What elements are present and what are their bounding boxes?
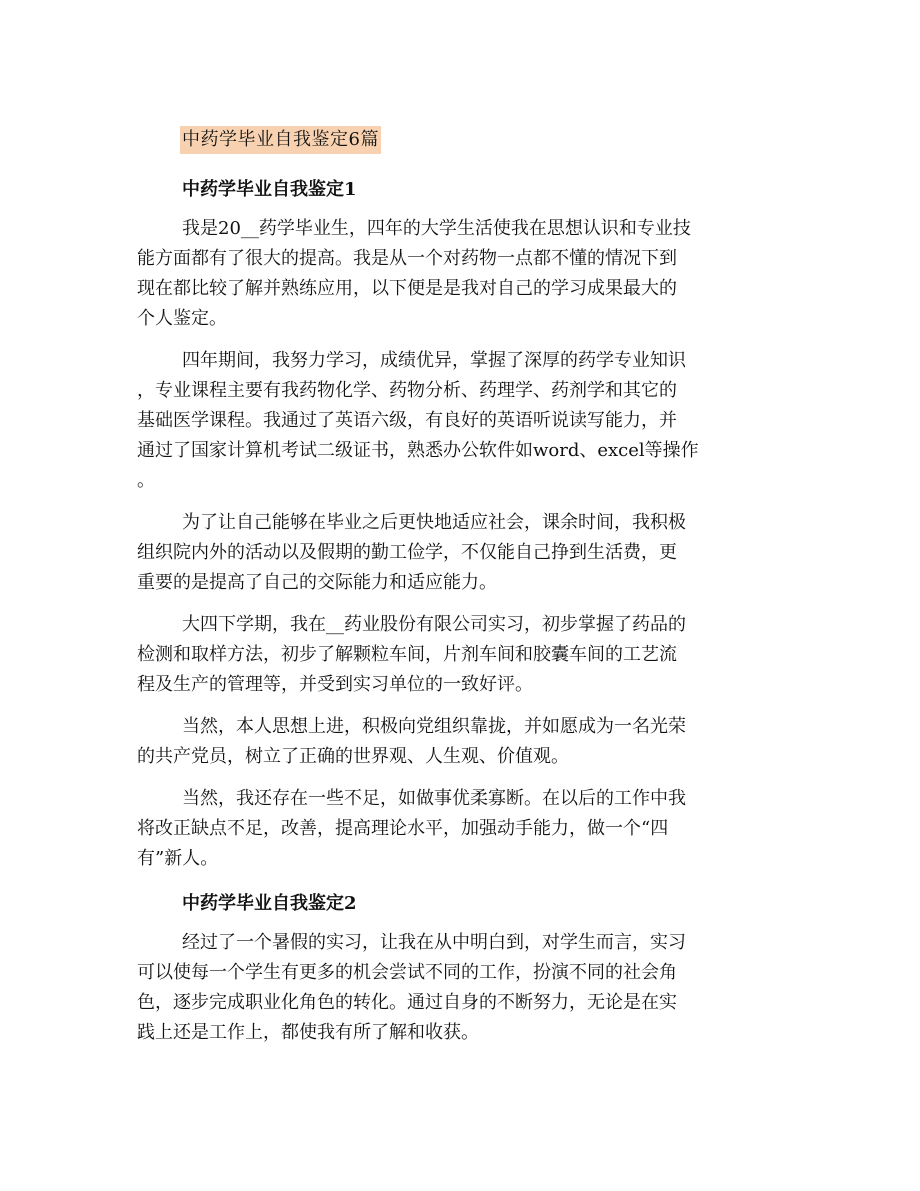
- text-line: 我是20__药学毕业生，四年的大学生活使我在思想认识和专业技: [182, 218, 691, 239]
- text-line: 通过了国家计算机考试二级证书，熟悉办公软件如word、excel等操作: [137, 440, 699, 461]
- text-line: 色，逐步完成职业化角色的转化。通过自身的不断努力，无论是在实: [137, 992, 677, 1013]
- text-line: 可以使每一个学生有更多的机会尝试不同的工作，扮演不同的社会角: [137, 962, 677, 983]
- document-title-wrap: [180, 126, 381, 154]
- section-heading-2: 中药学毕业自我鉴定2: [182, 893, 357, 914]
- text-line: 践上还是工作上，都使我有所了解和收获。: [137, 1022, 479, 1043]
- paragraph: [137, 928, 777, 1048]
- text-line: 将改正缺点不足，改善，提高理论水平，加强动手能力，做一个“四: [137, 818, 669, 839]
- paragraph: [137, 784, 777, 874]
- text-line: ，专业课程主要有我药物化学、药物分析、药理学、药剂学和其它的: [137, 380, 677, 401]
- text-line: 四年期间，我努力学习，成绩优异，掌握了深厚的药学专业知识: [182, 350, 686, 371]
- section-heading-1: 中药学毕业自我鉴定1: [182, 179, 357, 200]
- paragraph: [137, 214, 777, 334]
- paragraph: [137, 610, 777, 700]
- text-line: 现在都比较了解并熟练应用，以下便是是我对自己的学习成果最大的: [137, 278, 677, 299]
- text-line: 个人鉴定。: [137, 308, 227, 329]
- text-line: 的共产党员，树立了正确的世界观、人生观、价值观。: [137, 746, 569, 767]
- text-line: 有”新人。: [137, 848, 219, 869]
- text-line: 程及生产的管理等，并受到实习单位的一致好评。: [137, 674, 533, 695]
- text-line: 组织院内外的活动以及假期的勤工俭学，不仅能自己挣到生活费，更: [137, 542, 677, 563]
- text-line: 为了让自己能够在毕业之后更快地适应社会，课余时间，我积极: [182, 512, 686, 533]
- document-content: [137, 172, 777, 1060]
- text-line: 当然，本人思想上进，积极向党组织靠拢，并如愿成为一名光荣: [182, 716, 686, 737]
- text-line: 能方面都有了很大的提高。我是从一个对药物一点都不懂的情况下到: [137, 248, 677, 269]
- text-line: 。: [137, 470, 155, 491]
- text-line: 经过了一个暑假的实习，让我在从中明白到，对学生而言，实习: [182, 932, 686, 953]
- paragraph: [137, 346, 777, 496]
- text-line: 大四下学期，我在__药业股份有限公司实习，初步掌握了药品的: [182, 614, 686, 635]
- paragraph: [137, 508, 777, 598]
- text-line: 基础医学课程。我通过了英语六级，有良好的英语听说读写能力，并: [137, 410, 677, 431]
- text-line: 检测和取样方法，初步了解颗粒车间，片剂车间和胶囊车间的工艺流: [137, 644, 677, 665]
- text-line: 当然，我还存在一些不足，如做事优柔寡断。在以后的工作中我: [182, 788, 686, 809]
- paragraph: [137, 712, 777, 772]
- text-line: 重要的是提高了自己的交际能力和适应能力。: [137, 572, 497, 593]
- document-title: 中药学毕业自我鉴定6篇: [180, 126, 381, 154]
